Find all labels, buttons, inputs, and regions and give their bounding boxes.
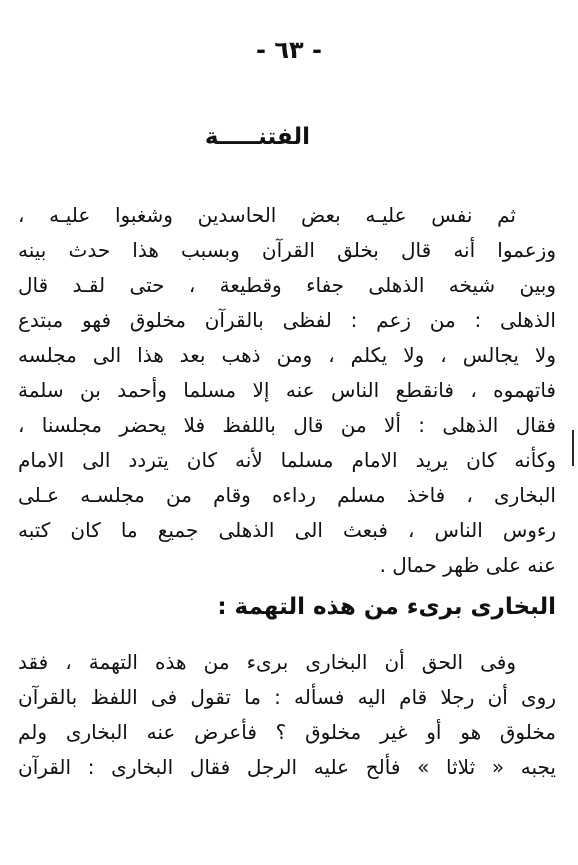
paragraph-fitna bbox=[18, 198, 556, 583]
text-line: فقال الذهلى : ألا من قال باللفظ فلا يحضر مجلسنا ، bbox=[18, 413, 556, 437]
text-line: يجبه « ثلاثا » فألح عليه الرجل فقال البخارى : القرآن bbox=[18, 755, 556, 779]
text-line: رءوس الناس ، فبعث الى الذهلى جميع ما كان كتبه bbox=[18, 518, 556, 542]
section-heading-bukhari-innocent: البخارى برىء من هذه التهمة : bbox=[217, 594, 556, 620]
text-line: عنه على ظهر حمال . bbox=[379, 553, 556, 577]
section-heading-fitna: الفتنـــــة bbox=[204, 124, 310, 150]
text-line: وفى الحق أن البخارى برىء من هذه التهمة ، فقد bbox=[18, 650, 516, 674]
text-line: ولا يجالس ، ولا يكلم ، ومن ذهب بعد هذا الى مجلسه bbox=[18, 343, 556, 367]
text-line: البخارى ، فاخذ مسلم رداءه وقام من مجلسـه عـلى bbox=[18, 483, 556, 507]
paragraph-bukhari-innocent bbox=[18, 645, 556, 785]
text-line: مخلوق هو أو غير مخلوق ؟ فأعرض عنه البخارى ولم bbox=[18, 720, 556, 744]
page-number: - ٦٣ - bbox=[256, 36, 322, 64]
text-line: الذهلى : من زعم : لفظى بالقرآن مخلوق فهو مبتدع bbox=[18, 308, 556, 332]
text-line: فاتهموه ، فانقطع الناس عنه إلا مسلما وأحمد بن سلمة bbox=[18, 378, 556, 402]
text-line: وزعموا أنه قال بخلق القرآن وبسبب هذا حدث بينه bbox=[18, 238, 556, 262]
scan-edge-mark bbox=[572, 430, 574, 466]
text-line: روى أن رجلا قام اليه فسأله : ما تقول فى اللفظ بالقرآن bbox=[18, 685, 556, 709]
text-line: ثم نفس عليـه بعض الحاسدين وشغبوا عليـه ، bbox=[18, 203, 516, 227]
text-line: وبين شيخه الذهلى جفاء وقطيعة ، حتى لقـد قال bbox=[18, 273, 556, 297]
text-line: وكأنه كان يريد الامام مسلما لأنه كان يتردد الى الامام bbox=[18, 448, 556, 472]
